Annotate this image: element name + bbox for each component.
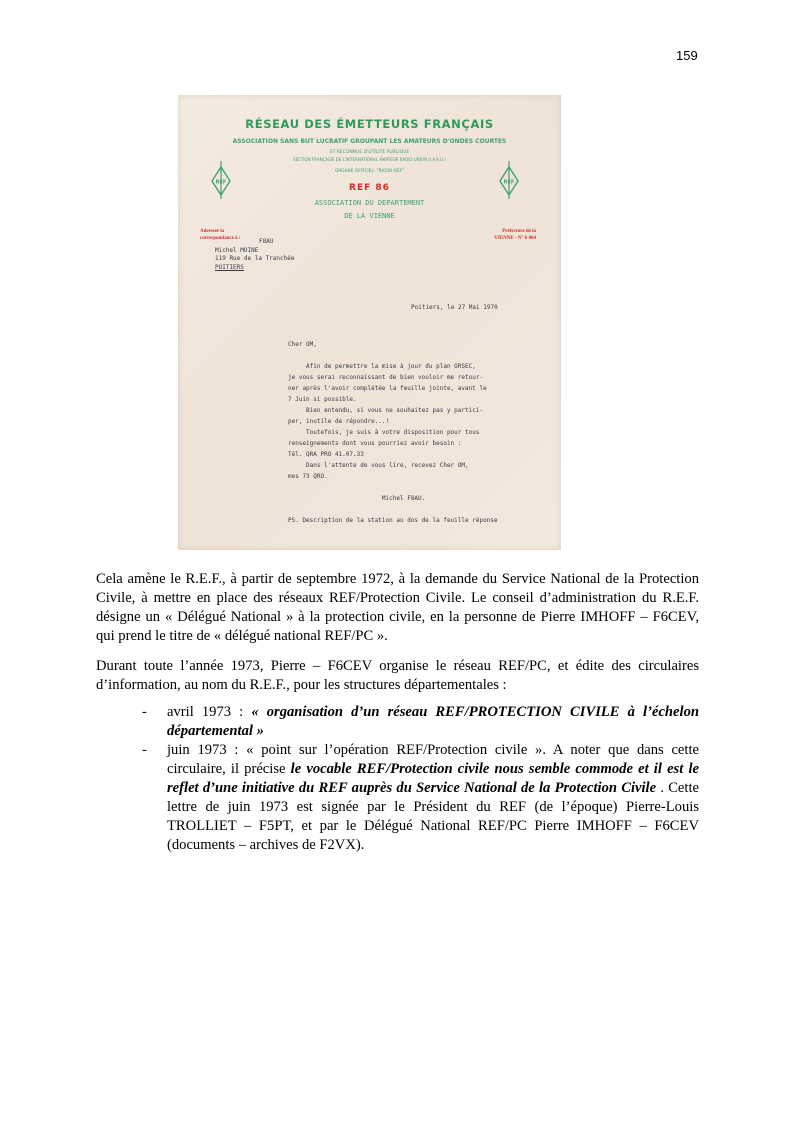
letterhead-line: ET RECONNUE D'UTILITÉ PUBLIQUE bbox=[329, 150, 410, 155]
ref-logo-icon bbox=[210, 161, 232, 199]
letter-line: Toutefois, je suis à votre disposition pour tous bbox=[288, 429, 480, 436]
letter-line: Tél. QRA PRO 41.07.33 bbox=[288, 451, 364, 458]
letter-line: 7 Juin si possible. bbox=[288, 396, 357, 403]
letter-date: Poitiers, le 27 Mai 1970 bbox=[411, 304, 498, 311]
paragraph: Cela amène le R.E.F., à partir de septembre 1972, à la demande du Service National de la Protection Civile, à mettre en place des réseaux REF/Protection Civile. Le conseil d’administration du R.E.F. désigne un « Délégué National » à la protection civile, en la personne de Pierre IMHOFF – F6CEV, qui prend le titre de « délégué national REF/PC ». bbox=[96, 571, 699, 644]
letter-line bbox=[288, 350, 498, 361]
list-dash: - bbox=[142, 742, 147, 758]
list-dash: - bbox=[142, 704, 147, 720]
logo-text: REF bbox=[215, 179, 227, 186]
recipient-address: F8AU Michel MOINE 119 Rue de la Tranchée POITIERS bbox=[215, 238, 295, 271]
ref-logo-icon bbox=[498, 161, 520, 199]
letter-line: Cher OM, bbox=[288, 341, 317, 348]
logo-text: REF bbox=[503, 179, 515, 186]
circular-list bbox=[142, 703, 699, 855]
correspondence-label: Adresser la correspondance à : bbox=[200, 229, 241, 241]
letterhead-line: SECTION FRANÇAISE DE L'INTERNATIONAL AMATEUR RADIO UNION (I.A.R.U.) bbox=[293, 157, 446, 162]
paragraph: Durant toute l’année 1973, Pierre – F6CEV organise le réseau REF/PC, et édite des circulaires d’information, au nom du R.E.F., pour les structures départementales : bbox=[96, 658, 699, 693]
letter-line: mes 73 QRO. bbox=[288, 473, 328, 480]
letterhead-line: ASSOCIATION SANS BUT LUCRATIF GROUPANT LES AMATEURS D'ONDES COURTES bbox=[232, 138, 507, 145]
letter-scan bbox=[178, 95, 561, 550]
letter-line: per, inutile de répondre...! bbox=[288, 418, 390, 425]
letter-line bbox=[288, 504, 498, 515]
letter-line: Afin de permettre la mise à jour du plan ORSEC, bbox=[288, 363, 476, 370]
ref-86-label: REF 86 bbox=[349, 183, 390, 193]
letterhead-line: ORGANE OFFICIEL: "RADIO-REF" bbox=[334, 169, 405, 174]
letter-line: je vous serai reconnaissant de bien vouloir me retour- bbox=[288, 374, 484, 381]
list-item: - juin 1973 : « point sur l’opération REF/Protection civile ». A noter que dans cette circulaire, il précise le vocable REF/Protection civile nous semble commode et il est le reflet d’une initiative du REF auprès du Service National de la Protection Civile . Cette lettre de juin 1973 est signée par le Président du REF (de l’époque) Pierre-Louis TROLLIET – F5PT, et par le Délégué National REF/PC Pierre IMHOFF – F6CEV (documents – archives de F2VX). bbox=[142, 742, 699, 853]
letter-line: Bien entendu, si vous ne souhaitez pas y partici- bbox=[288, 407, 484, 414]
letter-line bbox=[288, 482, 498, 493]
letter-line: PS. Description de la station au dos de la feuille réponse bbox=[288, 517, 498, 524]
letter-body bbox=[288, 339, 498, 526]
letter-line: Michel F8AU. bbox=[288, 495, 426, 502]
letterhead-title: RÉSEAU DES ÉMETTEURS FRANÇAIS bbox=[245, 117, 494, 131]
letter-line: ner après l'avoir complétée la feuille jointe, avant le bbox=[288, 385, 487, 392]
letter-line: Dans l'attente de vous lire, recevez Cher OM, bbox=[288, 462, 469, 469]
association-line: DE LA VIENNE bbox=[344, 212, 395, 220]
page-number: 159 bbox=[676, 48, 698, 63]
list-item: - avril 1973 : « organisation d’un réseau REF/PROTECTION CIVILE à l’échelon départemental » bbox=[142, 704, 699, 739]
letter-line: renseignements dont vous pourriez avoir besoin : bbox=[288, 440, 462, 447]
prefecture-label: Préfecture de la VIENNE - N° 6 004 bbox=[494, 229, 536, 241]
association-line: ASSOCIATION DU DEPARTEMENT bbox=[314, 199, 425, 207]
